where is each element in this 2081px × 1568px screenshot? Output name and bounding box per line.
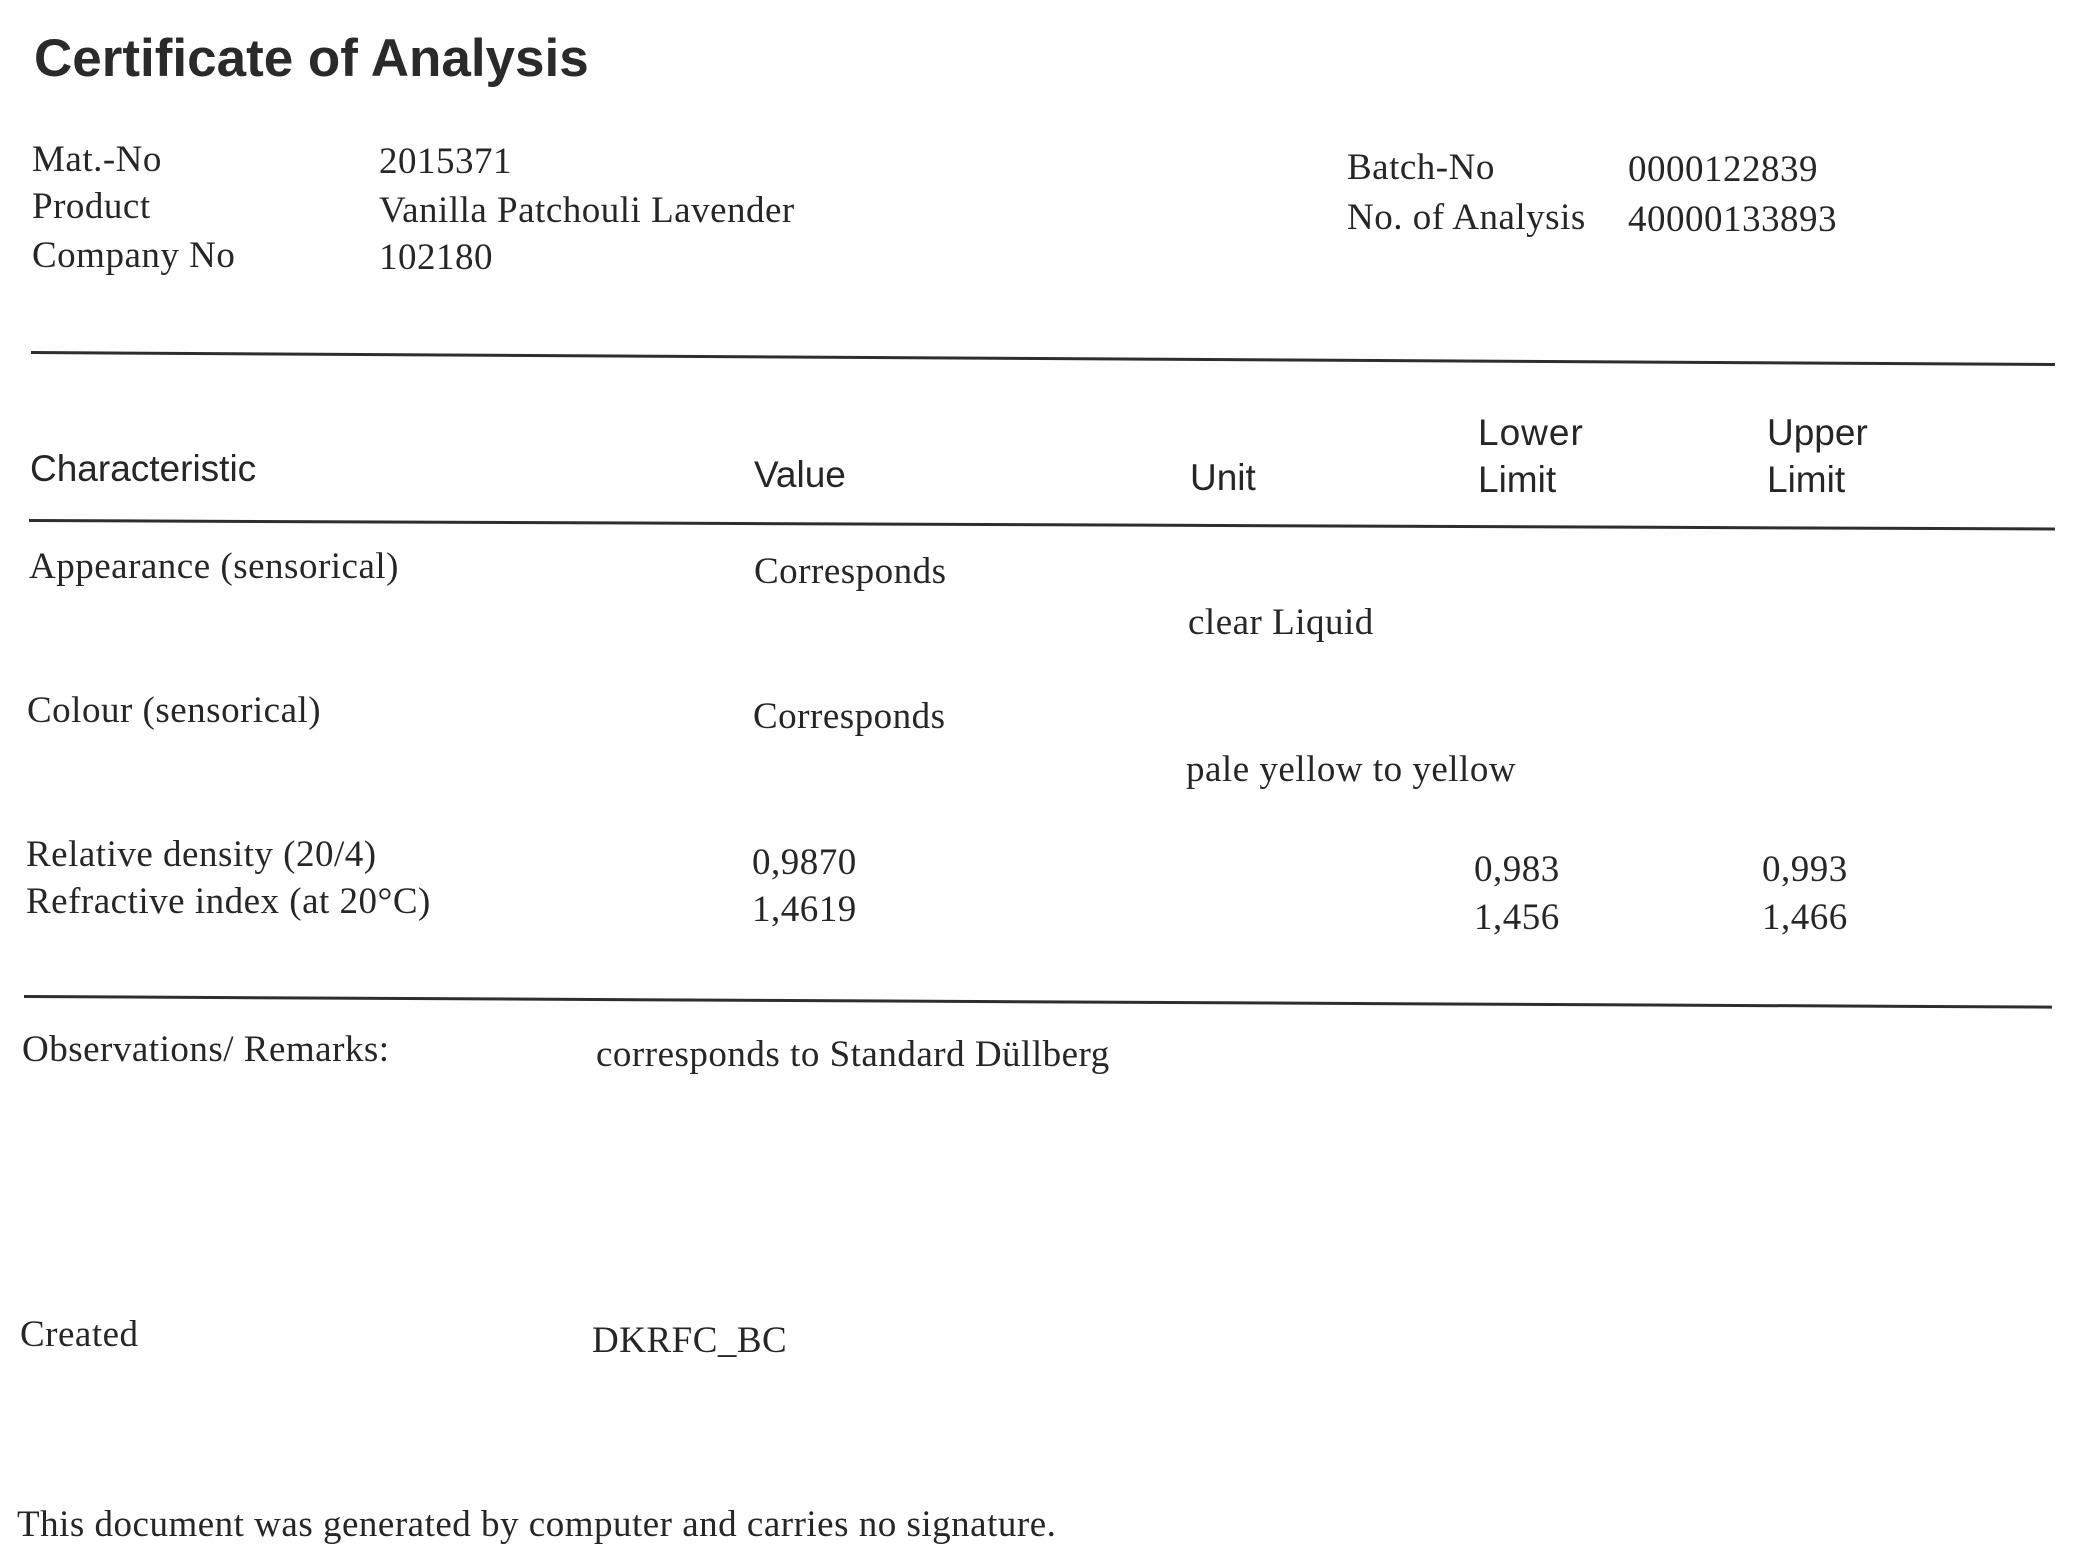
remarks-label: Observations/ Remarks: [22,1029,390,1070]
document-title: Certificate of Analysis [34,29,589,88]
remarks-value: corresponds to Standard Düllberg [596,1034,1110,1075]
table-row-colour-value: Corresponds [753,696,946,737]
column-header-upper-limit-line2: Limit [1767,459,1846,500]
column-header-unit: Unit [1190,457,1256,498]
mat-no-value: 2015371 [379,141,512,182]
table-row-density-lower: 0,983 [1474,849,1560,890]
created-label: Created [20,1314,139,1355]
table-header-divider [29,519,2055,530]
analysis-no-value: 40000133893 [1628,199,1837,240]
table-row-density-upper: 0,993 [1762,849,1848,890]
batch-no-label: Batch-No [1347,147,1495,188]
column-header-upper-limit-line1: Upper [1767,412,1868,453]
table-row-density-characteristic: Relative density (20/4) [26,834,377,875]
product-value: Vanilla Patchouli Lavender [379,190,795,231]
table-row-appearance-value: Corresponds [754,551,947,592]
table-row-refractive-lower: 1,456 [1474,897,1560,938]
company-no-value: 102180 [379,237,493,278]
column-header-lower-limit-line1: Lower [1478,412,1584,453]
mat-no-label: Mat.-No [32,139,162,180]
table-row-refractive-value: 1,4619 [752,889,857,930]
column-header-value: Value [754,454,846,495]
created-value: DKRFC_BC [592,1320,788,1361]
product-label: Product [32,186,151,227]
table-row-appearance-unit: clear Liquid [1188,602,1374,643]
batch-no-value: 0000122839 [1628,149,1818,190]
table-row-colour-characteristic: Colour (sensorical) [27,690,322,731]
table-row-density-value: 0,9870 [752,842,857,883]
column-header-characteristic: Characteristic [30,448,257,489]
header-divider [31,351,2055,366]
column-header-lower-limit-line2: Limit [1478,459,1557,500]
table-row-colour-unit: pale yellow to yellow [1186,749,1517,790]
table-row-refractive-characteristic: Refractive index (at 20°C) [26,881,431,922]
table-row-appearance-characteristic: Appearance (sensorical) [29,546,399,587]
table-row-refractive-upper: 1,466 [1762,897,1848,938]
analysis-no-label: No. of Analysis [1347,197,1586,238]
company-no-label: Company No [32,235,236,276]
footer-note: This document was generated by computer and carries no signature. [17,1504,1057,1545]
table-bottom-divider [24,995,2052,1009]
